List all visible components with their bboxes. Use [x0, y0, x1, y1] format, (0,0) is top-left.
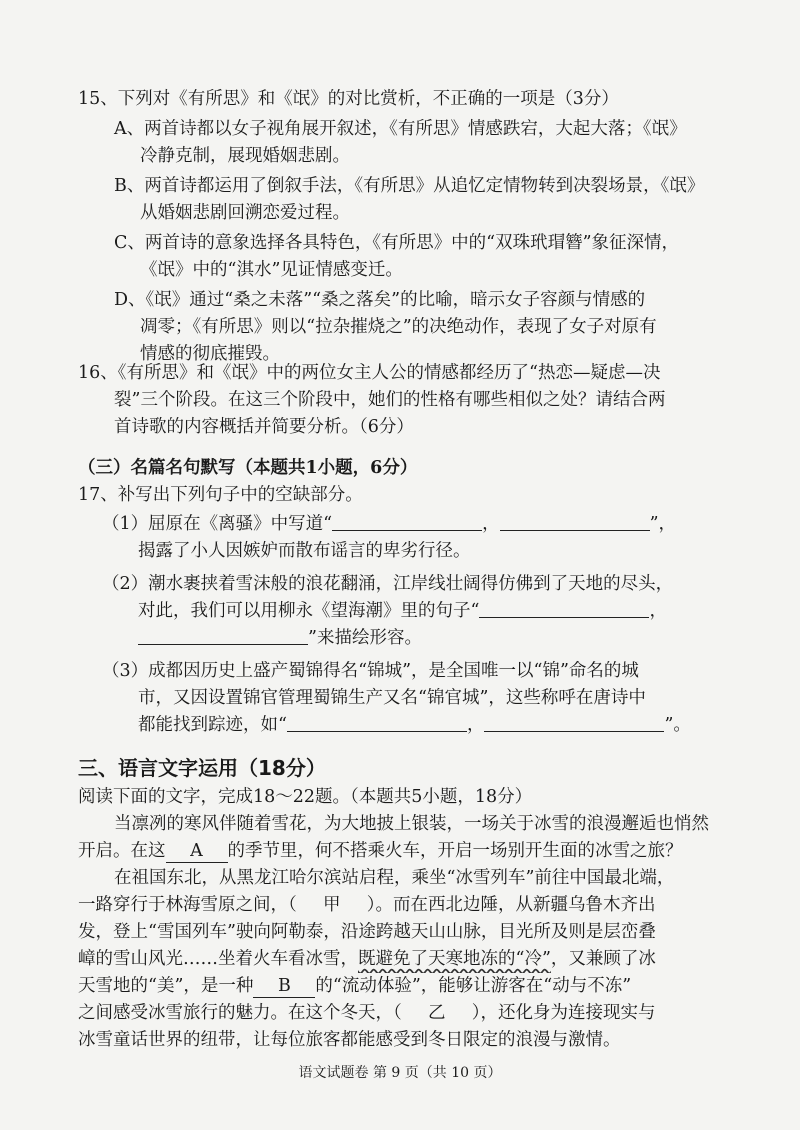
answer-blank[interactable] [332, 512, 482, 531]
q17-item-1: （1）屈原在《离骚》中写道“ ， ”， [102, 514, 677, 534]
q17-item-2: （2）潮水裹挟着雪沫般的浪花翻涌，江岸线壮阔得仿佛到了天地的尽头， [102, 574, 674, 594]
q15-option-b: B、两首诗都运用了倒叙手法，《有所思》从追忆定情物转到决裂场景，《氓》 从婚姻悲剧回溯恋爱过程。 [114, 176, 705, 223]
q17-item-3: （3）成都因历史上盛产蜀锦得名“锦城”，是全国唯一以“锦”命名的城 [102, 661, 639, 681]
wavy-underlined-phrase: 既避免了天寒地冻的“冷” [358, 949, 551, 969]
answer-blank[interactable] [479, 599, 649, 618]
answer-blank[interactable] [500, 512, 650, 531]
answer-blank[interactable] [287, 713, 467, 732]
part-language-use [78, 752, 758, 1054]
answer-blank[interactable] [138, 626, 308, 645]
part-heading: 三、语言文字运用（18分） [78, 756, 326, 780]
passage: 当凛冽的寒风伴随着雪花，为大地披上银装，一场关于冰雪的浪漫邂逅也悄然 开启。在这 A 的季节里，何不搭乘火车，开启一场别开生面的冰雪之旅？ 在祖国东北，从黑龙江哈尔滨站启程，乘坐“冰雪列车”前往中国最北端， 一路穿行于林海雪原之间，（ 甲 ）。而在西北边陲，从新疆乌鲁木齐出 发，登上“雪国列车”驶向阿勒泰，沿途跨越天山山脉，目光所及则是层峦叠 嶂的雪山风光……坐着火车看冰雪，既避免了天寒地冻的“冷”，又兼顾了冰 天雪地的“美”，是一种 B 的“流动体验”，能够让游客在“动与不冻” 之间感受冰雪旅行的魅力。在这个冬天，（ 乙 ），还化身为连接现实与 冰雪童话世界的纽带，让每位旅客都能感受到冬日限定的浪漫与激情。 [78, 814, 709, 1050]
question-16: 16、《有所思》和《氓》中的两位女主人公的情感都经历了“热恋—疑虑—决 裂”三个阶段。在这三个阶段中，她们的性格有哪些相似之处？请结合两 首诗歌的内容概括并简要分析。（6分） [78, 363, 666, 437]
question-17: 17、补写出下列句子中的空缺部分。 [78, 485, 363, 505]
blank-a[interactable]: A [166, 840, 228, 863]
blank-b[interactable]: B [253, 975, 315, 998]
blank-yi[interactable]: 乙 [428, 1003, 446, 1023]
section-memorization: （三）名篇名句默写（本题共1小题，6分） 17、补写出下列句子中的空缺部分。 （1）屈原在《离骚》中写道“ ， ”， 揭露了小人因嫉妒而散布谣言的卑劣行径。 （2）潮水裹挟着雪沫般的浪花翻涌，江岸线壮阔得仿佛到了天地的尽头， 对此，我们可以用柳永《望海潮》里的句子“ ， ”来描绘形容。 （3）成都因历史上盛产蜀锦得名“锦城”，是全国唯一以“锦”命名的城 市，又因设置锦官管理蜀锦生产又名“锦官城”，这些称呼在唐诗中 都能找到踪迹，如“ ， ”。 [78, 455, 758, 739]
q15-option-d: D、《氓》通过“桑之未落”“桑之落矣”的比喻，暗示女子容颜与情感的 凋零；《有所思》则以“拉杂摧烧之”的决绝动作，表现了女子对原有 情感的彻底摧毁。 [114, 290, 657, 364]
q15-option-a: A、两首诗都以女子视角展开叙述，《有所思》情感跌宕，大起大落；《氓》 冷静克制，展现婚姻悲剧。 [114, 119, 687, 166]
answer-blank[interactable] [484, 713, 664, 732]
page-footer: 语文试题卷 第 9 页（共 10 页） [298, 1065, 502, 1081]
q15-stem: 15、下列对《有所思》和《氓》的对比赏析，不正确的一项是（3分） [78, 89, 619, 109]
section-heading: （三）名篇名句默写（本题共1小题，6分） [78, 458, 418, 478]
reading-instruction: 阅读下面的文字，完成18～22题。（本题共5小题，18分） [78, 787, 533, 807]
question-15 [78, 86, 758, 368]
blank-jia[interactable]: 甲 [323, 895, 341, 915]
q15-option-c: C、两首诗的意象选择各具特色，《有所思》中的“双珠玳瑁簪”象征深情， 《氓》中的“淇水”见证情感变迁。 [114, 233, 680, 280]
